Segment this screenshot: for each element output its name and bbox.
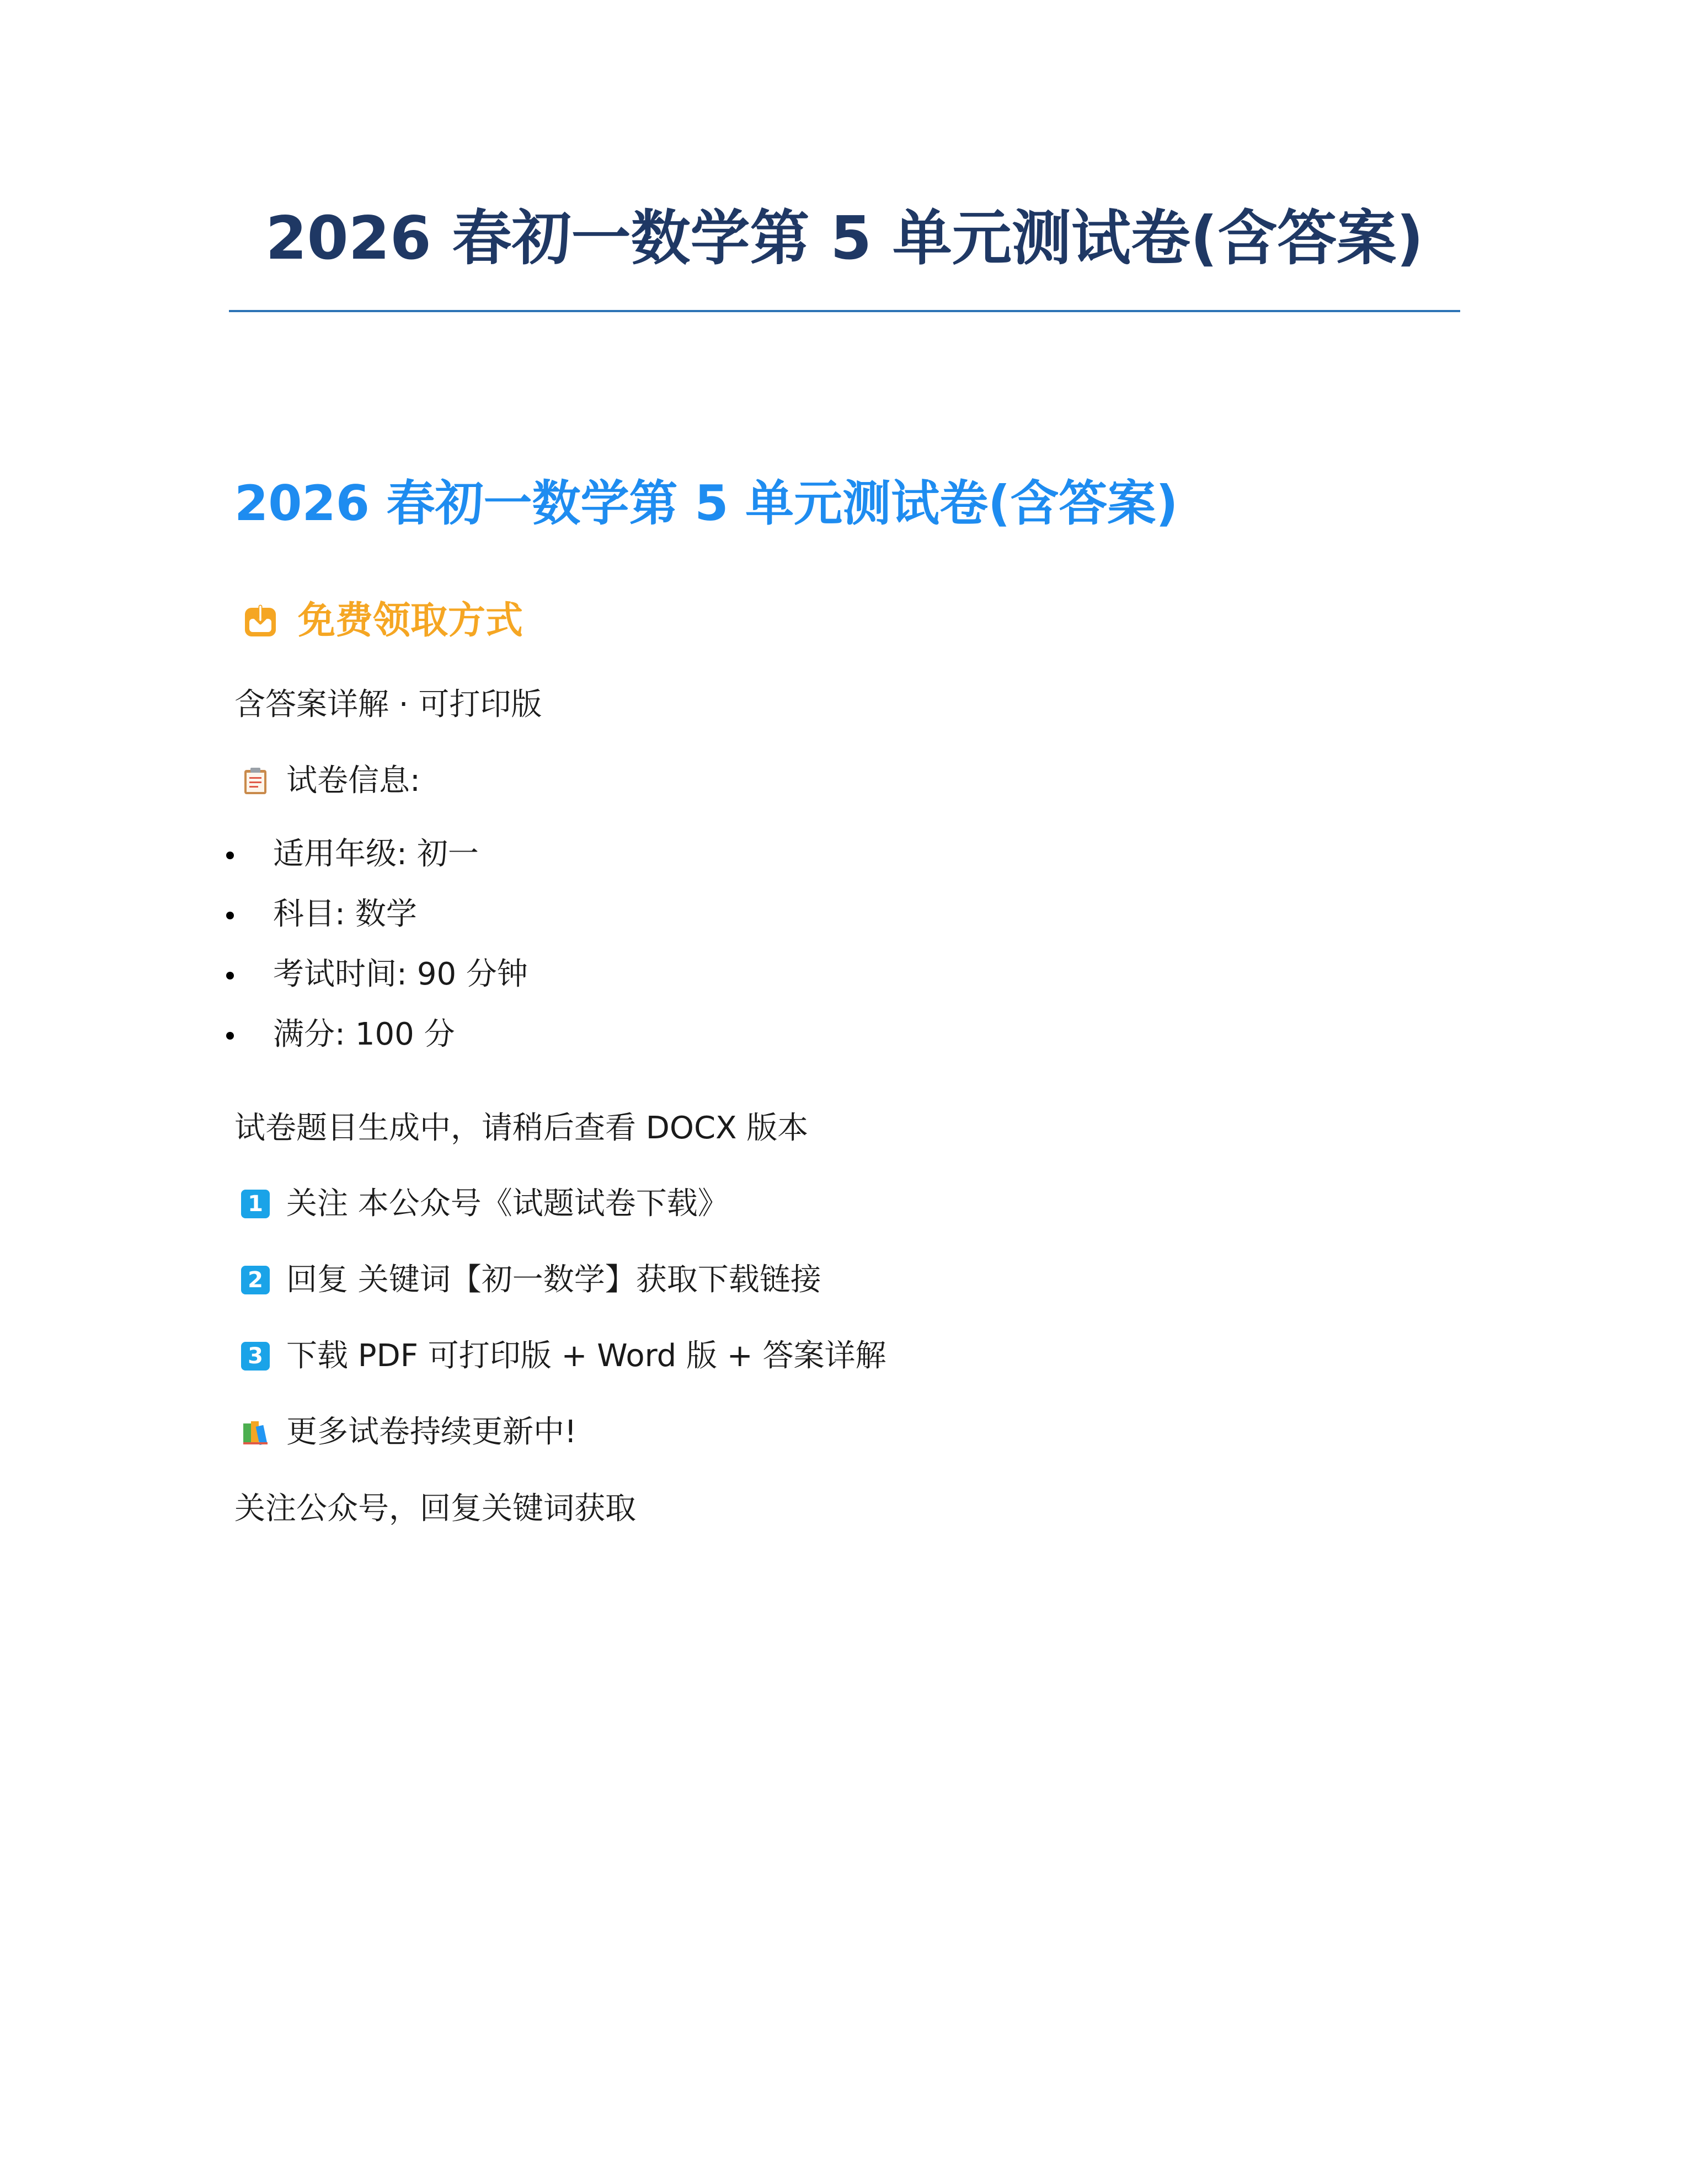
list-item-full-score (221, 1016, 528, 1076)
more-updates (241, 1414, 576, 1450)
exam-info-label-text: 试卷信息: (286, 763, 420, 799)
step-3 (241, 1337, 886, 1374)
download-inbox-icon (243, 603, 278, 639)
list-item-grade (221, 836, 528, 896)
step-badge: 2 (241, 1266, 270, 1294)
exam-info-list (221, 836, 528, 1076)
item-value: 初一 (416, 836, 479, 872)
books-icon (241, 1418, 270, 1447)
step-1 (241, 1185, 729, 1222)
step-text: 关注 本公众号《试题试卷下载》 (286, 1186, 729, 1222)
title-divider (229, 310, 1460, 312)
step-text: 回复 关键词【初一数学】获取下载链接 (286, 1262, 821, 1298)
document-heading: 2026 春初一数学第 5 单元测试卷(含答案) (234, 475, 1178, 532)
list-item-duration (221, 956, 528, 1016)
bullet-icon (226, 972, 234, 979)
item-key: 满分: (273, 1016, 345, 1052)
item-key: 科目: (273, 896, 345, 932)
section-heading-text: 免费领取方式 (298, 599, 524, 643)
item-key: 适用年级: (273, 836, 407, 872)
item-value: 数学 (355, 896, 417, 932)
keycap-3-icon (241, 1342, 270, 1371)
clipboard-icon (241, 767, 270, 795)
exam-info-label (241, 762, 420, 799)
page-title: 2026 春初一数学第 5 单元测试卷(含答案) (265, 204, 1424, 273)
keycap-1-icon (241, 1190, 270, 1218)
item-value: 90 分钟 (416, 956, 528, 992)
more-updates-text: 更多试卷持续更新中! (286, 1414, 577, 1450)
list-item-subject (221, 896, 528, 956)
section-heading-free-download (243, 598, 523, 644)
step-text: 下载 PDF 可打印版 + Word 版 + 答案详解 (286, 1338, 886, 1374)
status-text: 试卷题目生成中，请稍后查看 DOCX 版本 (234, 1110, 809, 1146)
keycap-2-icon (241, 1266, 270, 1294)
subtitle: 含答案详解 · 可打印版 (234, 687, 542, 722)
item-value: 100 分 (355, 1016, 455, 1052)
item-key: 考试时间: (273, 956, 407, 992)
step-badge: 3 (241, 1342, 270, 1371)
bullet-icon (226, 1032, 234, 1040)
step-badge: 1 (241, 1190, 270, 1218)
footer-text: 关注公众号，回复关键词获取 (234, 1491, 636, 1527)
bullet-icon (226, 912, 234, 919)
step-2 (241, 1261, 821, 1298)
bullet-icon (226, 852, 234, 859)
